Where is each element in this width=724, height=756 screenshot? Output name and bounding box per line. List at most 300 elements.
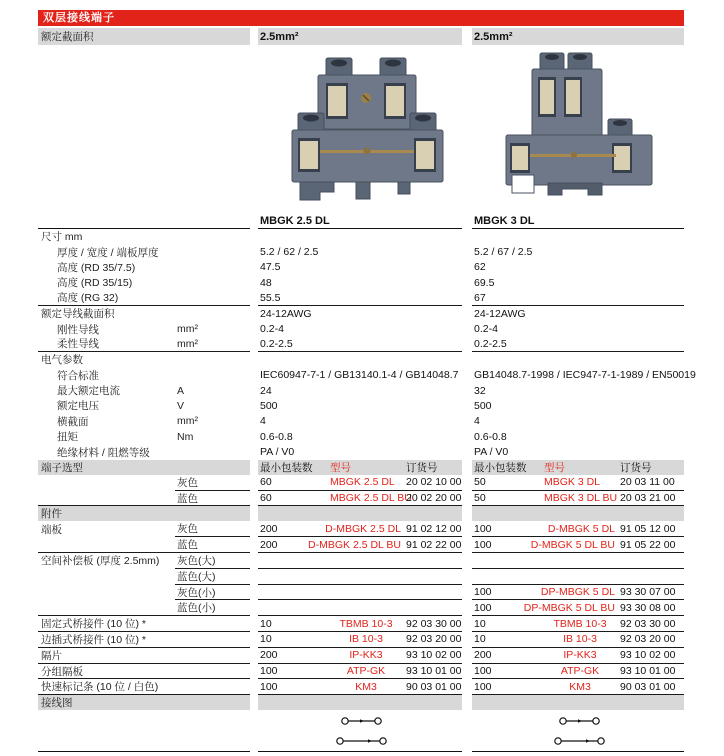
column-gap bbox=[250, 444, 258, 459]
order-number: 91 02 22 00 bbox=[406, 538, 462, 551]
table-row bbox=[38, 260, 684, 275]
value-group bbox=[472, 229, 684, 244]
table-row bbox=[38, 600, 684, 616]
column-gap bbox=[462, 229, 472, 244]
row-label-group bbox=[38, 260, 250, 275]
value-group bbox=[472, 460, 684, 475]
column-gap bbox=[462, 383, 472, 398]
wiring-diagram bbox=[508, 711, 648, 751]
order-number: 93 30 07 00 bbox=[620, 586, 676, 599]
section-band-row bbox=[38, 506, 684, 521]
order-number: 93 10 02 00 bbox=[620, 649, 676, 662]
pack-qty: 10 bbox=[474, 633, 486, 646]
spec-value: 62 bbox=[474, 261, 486, 274]
spec-value: 5.2 / 67 / 2.5 bbox=[474, 246, 533, 259]
spec-value: 0.6-0.8 bbox=[474, 430, 507, 443]
model-number: D-MBGK 5 DL BU bbox=[530, 538, 615, 551]
table-row bbox=[38, 306, 684, 321]
column-gap bbox=[250, 600, 258, 616]
row-label-group bbox=[38, 429, 250, 444]
pack-qty: 200 bbox=[260, 522, 278, 535]
column-gap bbox=[462, 521, 472, 537]
row-sublabel: 蓝色 bbox=[177, 492, 198, 505]
pack-qty: 100 bbox=[260, 680, 278, 693]
model-number: MBGK 2.5 DL bbox=[330, 476, 395, 489]
column-gap bbox=[250, 664, 258, 680]
row-sublabel bbox=[175, 648, 250, 663]
row-label: 高度 (RG 32) bbox=[57, 292, 119, 305]
column-gap bbox=[250, 414, 258, 429]
spec-value: 5.2 / 62 / 2.5 bbox=[260, 246, 319, 259]
spec-value: PA / V0 bbox=[260, 446, 295, 459]
row-label: 刚性导线 bbox=[57, 323, 99, 336]
value-group bbox=[258, 537, 462, 553]
pack-qty: 50 bbox=[474, 476, 486, 489]
value-group bbox=[472, 600, 684, 616]
model-name-col1 bbox=[258, 213, 462, 229]
value-group bbox=[258, 679, 462, 695]
value-group bbox=[258, 632, 462, 648]
column-gap bbox=[250, 337, 258, 352]
table-row bbox=[38, 664, 684, 680]
rated-cross-section-label-cell bbox=[38, 28, 250, 45]
row-sublabel bbox=[175, 291, 250, 305]
product-image-mbgk-3-dl bbox=[504, 51, 654, 203]
value-group bbox=[258, 306, 462, 321]
model-number: KM3 bbox=[355, 680, 377, 693]
column-gap bbox=[462, 260, 472, 275]
column-gap bbox=[250, 521, 258, 537]
value-group bbox=[258, 616, 462, 632]
row-label-group bbox=[38, 306, 250, 321]
table-row bbox=[38, 321, 684, 336]
row-label-group bbox=[38, 616, 250, 632]
value-group bbox=[258, 244, 462, 259]
spec-value: 4 bbox=[474, 415, 480, 428]
value-group bbox=[472, 537, 684, 553]
order-number bbox=[618, 553, 684, 568]
model-number: KM3 bbox=[569, 680, 591, 693]
value-group bbox=[258, 664, 462, 680]
order-number: 92 03 20 00 bbox=[406, 633, 462, 646]
order-number-header: 订货号 bbox=[620, 461, 652, 474]
pack-qty: 10 bbox=[474, 617, 486, 630]
column-gap bbox=[250, 429, 258, 444]
column-gap bbox=[462, 306, 472, 321]
column-gap bbox=[250, 306, 258, 321]
column-gap bbox=[250, 398, 258, 413]
value-group bbox=[472, 291, 684, 306]
pack-qty: 10 bbox=[260, 617, 272, 630]
order-number bbox=[404, 553, 462, 568]
row-label: 厚度 / 宽度 / 端板厚度 bbox=[57, 246, 159, 259]
table-row bbox=[38, 414, 684, 429]
rated-cross-section-value: 2.5mm² bbox=[260, 30, 299, 43]
row-sublabel bbox=[175, 306, 250, 321]
row-label: 分组隔板 bbox=[41, 665, 83, 678]
spec-value: 0.2-4 bbox=[474, 323, 498, 336]
table-row bbox=[38, 229, 684, 244]
pack-qty: 100 bbox=[474, 601, 492, 614]
spec-value: 47.5 bbox=[260, 261, 281, 274]
row-label: 额定导线截面积 bbox=[41, 308, 115, 321]
row-sublabel bbox=[175, 679, 250, 694]
spec-value: 500 bbox=[474, 399, 492, 412]
row-label-group bbox=[38, 679, 250, 695]
value-group bbox=[472, 383, 684, 398]
table-row bbox=[38, 398, 684, 413]
spec-value: 48 bbox=[260, 276, 272, 289]
row-label-group bbox=[38, 600, 250, 616]
row-sublabel: A bbox=[177, 384, 185, 397]
order-number: 92 03 30 00 bbox=[406, 617, 462, 630]
spec-value: 0.2-4 bbox=[260, 323, 284, 336]
row-label-group bbox=[38, 632, 250, 648]
row-label: 额定电压 bbox=[57, 400, 99, 413]
row-label-group bbox=[38, 321, 250, 336]
column-gap bbox=[250, 648, 258, 664]
row-label: 扭矩 bbox=[57, 431, 78, 444]
row-label-group bbox=[38, 414, 250, 429]
column-gap bbox=[250, 585, 258, 601]
row-label-group bbox=[38, 368, 250, 383]
value-group bbox=[258, 695, 462, 710]
model-header: 型号 bbox=[330, 461, 351, 474]
row-sublabel bbox=[175, 616, 250, 631]
column-gap bbox=[250, 291, 258, 306]
table-row bbox=[38, 679, 684, 695]
pack-qty: 200 bbox=[474, 649, 492, 662]
spec-value: 55.5 bbox=[260, 291, 281, 304]
row-label-group bbox=[38, 553, 250, 569]
row-label bbox=[38, 600, 175, 615]
model-number bbox=[328, 600, 404, 615]
column-gap bbox=[462, 368, 472, 383]
model-number bbox=[328, 569, 404, 584]
column-gap bbox=[462, 444, 472, 459]
value-group bbox=[472, 569, 684, 585]
column-gap bbox=[250, 368, 258, 383]
row-label: 最大额定电流 bbox=[57, 385, 120, 398]
column-gap bbox=[250, 28, 258, 45]
pack-qty: 60 bbox=[260, 492, 272, 505]
rated-cross-section-row bbox=[38, 28, 684, 45]
pack-qty: 100 bbox=[474, 665, 492, 678]
order-number: 93 10 02 00 bbox=[406, 649, 462, 662]
row-sublabel: Nm bbox=[177, 430, 194, 443]
model-number bbox=[328, 585, 404, 600]
row-label-group bbox=[38, 398, 250, 413]
row-label: 边插式桥接件 (10 位) * bbox=[41, 633, 147, 646]
spec-value: 24-12AWG bbox=[260, 307, 312, 320]
pack-qty: 100 bbox=[474, 538, 492, 551]
value-group bbox=[472, 244, 684, 259]
row-label-group bbox=[38, 291, 250, 306]
row-sublabel: mm² bbox=[177, 415, 198, 428]
row-label: 高度 (RD 35/7.5) bbox=[57, 261, 136, 274]
value-group bbox=[472, 553, 684, 569]
row-label: 接线图 bbox=[41, 697, 73, 710]
spec-value: 500 bbox=[260, 399, 278, 412]
table-row bbox=[38, 429, 684, 444]
model-number bbox=[328, 553, 404, 568]
column-gap bbox=[250, 553, 258, 569]
column-gap bbox=[250, 632, 258, 648]
table-row bbox=[38, 352, 684, 367]
model-number: IP-KK3 bbox=[563, 649, 597, 662]
model-name: MBGK 3 DL bbox=[474, 214, 535, 227]
value-group bbox=[258, 600, 462, 616]
order-number: 91 05 12 00 bbox=[620, 522, 676, 535]
column-gap bbox=[462, 491, 472, 507]
model-number: TBMB 10-3 bbox=[553, 617, 607, 630]
pack-qty bbox=[258, 569, 328, 584]
row-label-group bbox=[38, 352, 250, 367]
row-sublabel: mm² bbox=[177, 323, 198, 336]
column-gap bbox=[250, 383, 258, 398]
column-gap bbox=[462, 664, 472, 680]
row-label: 固定式桥接件 (10 位) * bbox=[41, 618, 147, 631]
row-label-group bbox=[38, 460, 250, 475]
order-number: 90 03 01 00 bbox=[620, 680, 676, 693]
row-label-group bbox=[38, 491, 250, 507]
model-number: IB 10-3 bbox=[349, 633, 383, 646]
order-number: 92 03 20 00 bbox=[620, 633, 676, 646]
row-label: 端子选型 bbox=[41, 461, 83, 474]
spec-value: GB14048.7-1998 / IEC947-7-1-1989 / EN50019 bbox=[474, 369, 696, 382]
value-group bbox=[472, 648, 684, 664]
model-number: D-MBGK 2.5 DL bbox=[325, 522, 401, 535]
spec-value: 67 bbox=[474, 291, 486, 304]
section-band-row bbox=[38, 460, 684, 475]
column-gap bbox=[250, 244, 258, 259]
value-group bbox=[258, 429, 462, 444]
column-gap bbox=[250, 710, 258, 752]
table-row bbox=[38, 244, 684, 259]
row-label: 快速标记条 (10 位 / 白色) bbox=[41, 681, 159, 694]
value-group bbox=[472, 616, 684, 632]
pack-qty: 200 bbox=[260, 649, 278, 662]
value-group bbox=[258, 352, 462, 367]
row-sublabel: 灰色(小) bbox=[175, 585, 250, 601]
row-label: 空间补偿板 (厚度 2.5mm) bbox=[41, 555, 160, 568]
column-gap bbox=[462, 600, 472, 616]
spec-value: 0.6-0.8 bbox=[260, 430, 293, 443]
model-name-col2 bbox=[472, 213, 684, 229]
order-number: 20 03 11 00 bbox=[620, 476, 675, 489]
row-sublabel bbox=[175, 352, 250, 367]
value-group bbox=[258, 506, 462, 521]
row-label bbox=[38, 569, 175, 585]
column-gap bbox=[462, 648, 472, 664]
value-group bbox=[472, 414, 684, 429]
row-sublabel: 灰色 bbox=[175, 475, 250, 491]
column-gap bbox=[250, 275, 258, 290]
value-group bbox=[472, 695, 684, 710]
column-gap bbox=[250, 506, 258, 521]
row-sublabel bbox=[175, 244, 250, 259]
table-row bbox=[38, 537, 684, 553]
value-group bbox=[258, 260, 462, 275]
pack-qty bbox=[258, 600, 328, 615]
model-number: DP-MBGK 5 DL bbox=[540, 586, 615, 599]
order-number bbox=[404, 585, 462, 600]
row-sublabel: 蓝色(小) bbox=[177, 602, 216, 615]
value-group bbox=[258, 229, 462, 244]
table-row bbox=[38, 275, 684, 290]
table-row bbox=[38, 553, 684, 569]
column-gap bbox=[250, 679, 258, 695]
value-group bbox=[258, 291, 462, 306]
column-gap bbox=[462, 710, 472, 752]
order-number: 20 02 10 00 bbox=[406, 476, 462, 489]
value-group bbox=[472, 632, 684, 648]
order-number: 20 02 20 00 bbox=[406, 492, 462, 505]
row-sublabel bbox=[175, 260, 250, 275]
value-group bbox=[472, 352, 684, 367]
column-gap bbox=[462, 616, 472, 632]
table-row bbox=[38, 475, 684, 491]
value-group bbox=[258, 337, 462, 352]
spec-value: 4 bbox=[260, 415, 266, 428]
column-gap bbox=[462, 475, 472, 491]
order-number: 20 03 21 00 bbox=[620, 492, 676, 505]
row-sublabel bbox=[175, 695, 250, 710]
row-label-group bbox=[38, 337, 250, 352]
rated-cross-section-label: 额定截面积 bbox=[41, 31, 94, 43]
column-gap bbox=[462, 28, 472, 45]
column-gap bbox=[250, 321, 258, 336]
spec-value: 32 bbox=[474, 384, 486, 397]
order-number: 91 02 12 00 bbox=[406, 522, 462, 535]
column-gap bbox=[250, 491, 258, 507]
pack-qty bbox=[472, 569, 542, 584]
wiring-diagram-col2 bbox=[472, 710, 684, 752]
value-group bbox=[472, 491, 684, 507]
product-images-row bbox=[38, 45, 684, 213]
order-number: 92 03 30 00 bbox=[620, 617, 676, 630]
order-number-header: 订货号 bbox=[406, 461, 438, 474]
value-group bbox=[258, 475, 462, 491]
spec-value: 0.2-2.5 bbox=[260, 337, 293, 350]
row-label: 绝缘材料 / 阻燃等级 bbox=[57, 446, 150, 459]
column-gap bbox=[250, 569, 258, 585]
order-number: 93 30 08 00 bbox=[620, 601, 676, 614]
wiring-diagram bbox=[290, 711, 430, 751]
model-number: ATP-GK bbox=[560, 665, 600, 678]
value-group bbox=[472, 664, 684, 680]
table-row bbox=[38, 291, 684, 306]
table-row bbox=[38, 585, 684, 601]
value-group bbox=[472, 444, 684, 459]
row-sublabel bbox=[175, 275, 250, 290]
row-label-group bbox=[38, 444, 250, 459]
row-label-group bbox=[38, 383, 250, 398]
column-gap bbox=[462, 460, 472, 475]
column-gap bbox=[250, 213, 258, 229]
column-gap bbox=[250, 475, 258, 491]
value-group bbox=[472, 306, 684, 321]
row-sublabel bbox=[175, 664, 250, 679]
model-number: TBMB 10-3 bbox=[339, 617, 393, 630]
table-row bbox=[38, 521, 684, 537]
column-gap bbox=[462, 414, 472, 429]
value-group bbox=[258, 648, 462, 664]
row-sublabel bbox=[175, 632, 250, 647]
page-title: 双层接线端子 bbox=[43, 12, 115, 24]
row-label: 符合标准 bbox=[57, 369, 99, 382]
order-number: 91 05 22 00 bbox=[620, 538, 676, 551]
value-group bbox=[258, 321, 462, 336]
row-label: 尺寸 mm bbox=[41, 231, 83, 244]
model-number: D-MBGK 5 DL bbox=[547, 522, 615, 535]
row-label: 电气参数 bbox=[41, 354, 83, 367]
value-group bbox=[258, 383, 462, 398]
column-gap bbox=[462, 275, 472, 290]
value-group bbox=[472, 506, 684, 521]
row-label-group bbox=[38, 229, 250, 244]
row-sublabel: V bbox=[177, 399, 185, 412]
row-sublabel: 蓝色 bbox=[177, 539, 198, 552]
model-number: IB 10-3 bbox=[563, 633, 597, 646]
row-label bbox=[38, 585, 175, 601]
row-label-group bbox=[38, 475, 250, 491]
column-gap bbox=[462, 506, 472, 521]
value-group bbox=[258, 569, 462, 585]
pack-qty: 100 bbox=[260, 665, 278, 678]
value-group bbox=[472, 398, 684, 413]
row-sublabel: mm² bbox=[177, 337, 198, 350]
pack-qty bbox=[472, 553, 542, 568]
row-sublabel: 灰色(大) bbox=[175, 553, 250, 569]
row-sublabel: 灰色 bbox=[175, 521, 250, 537]
column-gap bbox=[462, 429, 472, 444]
value-group bbox=[258, 521, 462, 537]
row-label-group bbox=[38, 695, 250, 710]
table-row bbox=[38, 632, 684, 648]
row-label-group bbox=[38, 569, 250, 585]
row-label: 隔片 bbox=[41, 649, 62, 662]
spec-value: 24 bbox=[260, 384, 272, 397]
value-group bbox=[258, 553, 462, 569]
value-group bbox=[258, 398, 462, 413]
row-sublabel bbox=[175, 460, 250, 475]
column-gap bbox=[462, 352, 472, 367]
value-group bbox=[472, 368, 696, 383]
order-number bbox=[404, 600, 462, 615]
wiring-row-spacer bbox=[38, 710, 250, 752]
row-label-group bbox=[38, 244, 250, 259]
row-sublabel bbox=[175, 368, 250, 383]
pack-qty: 100 bbox=[474, 522, 492, 535]
row-label: 高度 (RD 35/15) bbox=[57, 277, 133, 290]
row-label: 柔性导线 bbox=[57, 338, 99, 351]
model-number: ATP-GK bbox=[346, 665, 386, 678]
column-gap bbox=[462, 291, 472, 306]
row-label bbox=[38, 475, 175, 491]
model-number bbox=[542, 553, 618, 568]
pack-qty: 50 bbox=[474, 492, 486, 505]
model-number: D-MBGK 2.5 DL BU bbox=[308, 538, 401, 551]
value-group bbox=[258, 460, 462, 475]
spec-value: 24-12AWG bbox=[474, 307, 526, 320]
column-gap bbox=[462, 679, 472, 695]
spec-value: IEC60947-7-1 / GB13140.1-4 / GB14048.7 bbox=[260, 369, 459, 382]
product-image-mbgk-2-5-dl bbox=[290, 53, 445, 203]
value-group bbox=[258, 368, 462, 383]
pack-qty: 10 bbox=[260, 633, 272, 646]
value-group bbox=[472, 321, 684, 336]
